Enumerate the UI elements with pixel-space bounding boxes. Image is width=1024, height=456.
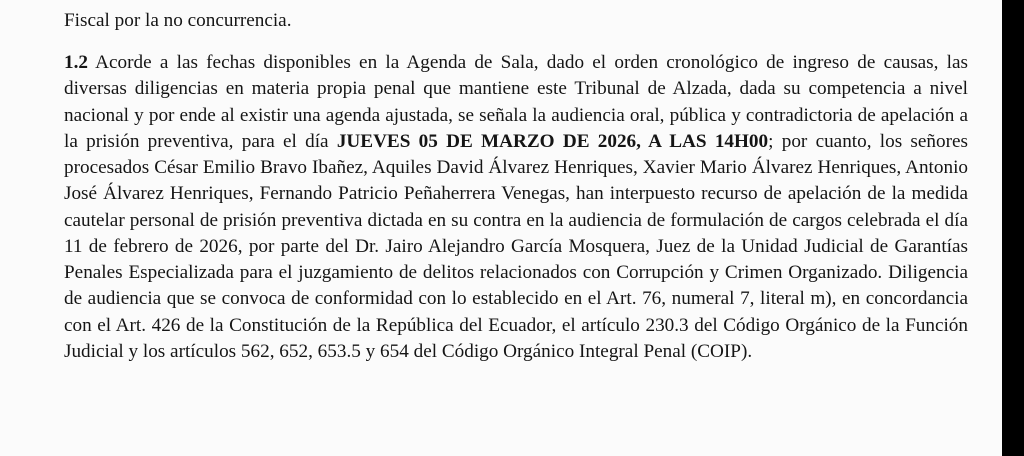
paragraph-text-part-2: ; por cuanto, los señores procesados César Emilio Bravo Ibañez, Aquiles David Álvarez Henriques, Xavier Mario Álvarez Henriques, Antonio José Álvarez Henriques, Fernando Patricio Peñaherrera Venegas, han interpuesto recurso de apelación de la medida cautelar personal de prisión preventiva dictada en su contra en la audiencia de formulación de cargos celebrada el día 11 de febrero de 2026, por parte del Dr. Jairo Alejandro García Mosquera, Juez de la Unidad Judicial de Garantías Penales Especializada para el juzgamiento de delitos relacionados con Corrupción y Crimen Organizado. Diligencia de audiencia que se convoca de conformidad con lo establecido en el Art. 76, numeral 7, literal m), en concordancia con el Art. 426 de la Constitución de la República del Ecuador, el artículo 230.3 del Código Orgánico de la Función Judicial y los artículos 562, 652, 653.5 y 654 del Código Orgánico Integral Penal (COIP). [64,130,968,362]
previous-paragraph [64,0,968,36]
previous-paragraph-last-line: Fiscal por la no concurrencia. [64,10,292,31]
paragraph-number: 1.2 [64,52,88,73]
paragraph-text-part-1: Acorde a las fechas disponibles en la Agenda de Sala, dado el orden cronológico de ingreso de causas, las diversas diligencias en materia propia penal que mantiene este Tribunal de Alzada, dada su competencia a nivel nacional y por ende al existir una agenda ajustada, se señala la audiencia oral, pública y contradictoria de apelación a la prisión preventiva, para el día [64,52,968,152]
hearing-date: JUEVES 05 DE MARZO DE 2026, A LAS 14H00 [336,130,769,152]
previous-paragraph-partial-line [64,0,644,1]
paragraph-1-2 [64,50,968,365]
dark-border [1002,0,1024,456]
